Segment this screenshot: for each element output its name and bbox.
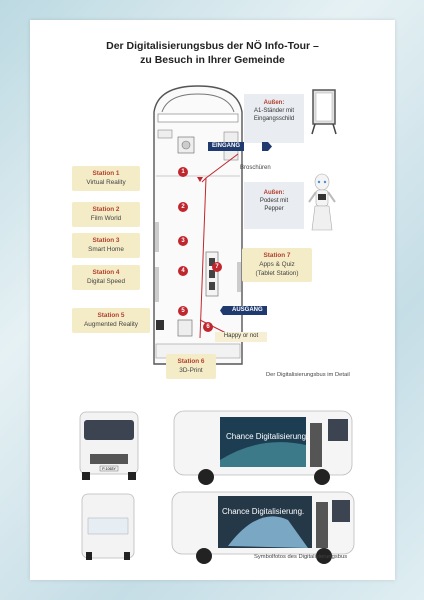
bus-slogan-1: Chance Digitalisierung. [226, 432, 309, 441]
station-6-label: Station 6 3D-Print [166, 354, 216, 379]
station-marker-3: 3 [178, 236, 188, 246]
callout-pepper: Außen: Podest mit Pepper [244, 182, 304, 229]
bus-slogan-2: Chance Digitalisierung. [222, 507, 305, 516]
station-5-label: Station 5 Augmented Reality [72, 308, 150, 333]
station-marker-1: 1 [178, 167, 188, 177]
eingang-sign: EINGANG [208, 142, 244, 151]
title-line-2: zu Besuch in Ihrer Gemeinde [140, 54, 285, 66]
a1-stand-icon [310, 88, 338, 136]
caption-detail: Der Digitalisierungsbus im Detail [266, 372, 350, 378]
bus-rear-photo [78, 490, 138, 566]
station-marker-5: 5 [178, 306, 188, 316]
bus-side-photo [170, 405, 356, 489]
station-marker-6: 6 [203, 322, 213, 332]
ausgang-sign: AUSGANG [228, 306, 267, 315]
caption-photos: Symbolfotos des Digitalisierungsbus [254, 554, 348, 560]
station-1-label: Station 1 Virtual Reality [72, 166, 140, 191]
title-line-1: Der Digitalisierungsbus der NÖ Info-Tour – [106, 40, 319, 52]
brochures-label: Broschüren [240, 165, 271, 171]
license-plate: P-1063Y [102, 467, 116, 471]
happy-or-not-label: Happy or not [215, 332, 267, 342]
station-4-label: Station 4 Digital Speed [72, 265, 140, 290]
callout-a1-stand: Außen: A1-Ständer mit Eingangsschild [244, 94, 304, 143]
arrow-icon [220, 306, 229, 315]
station-marker-2: 2 [178, 202, 188, 212]
station-3-label: Station 3 Smart Home [72, 233, 140, 258]
station-marker-4: 4 [178, 266, 188, 276]
bus-front-photo [76, 408, 142, 484]
station-marker-7: 7 [212, 262, 222, 272]
station-7-label: Station 7 Apps & Quiz (Tablet Station) [242, 248, 312, 282]
pepper-robot-icon [306, 172, 338, 234]
station-2-label: Station 2 Film World [72, 202, 140, 227]
document-page [30, 20, 395, 580]
arrow-left-icon [262, 142, 272, 151]
bus-floorplan [148, 82, 248, 372]
